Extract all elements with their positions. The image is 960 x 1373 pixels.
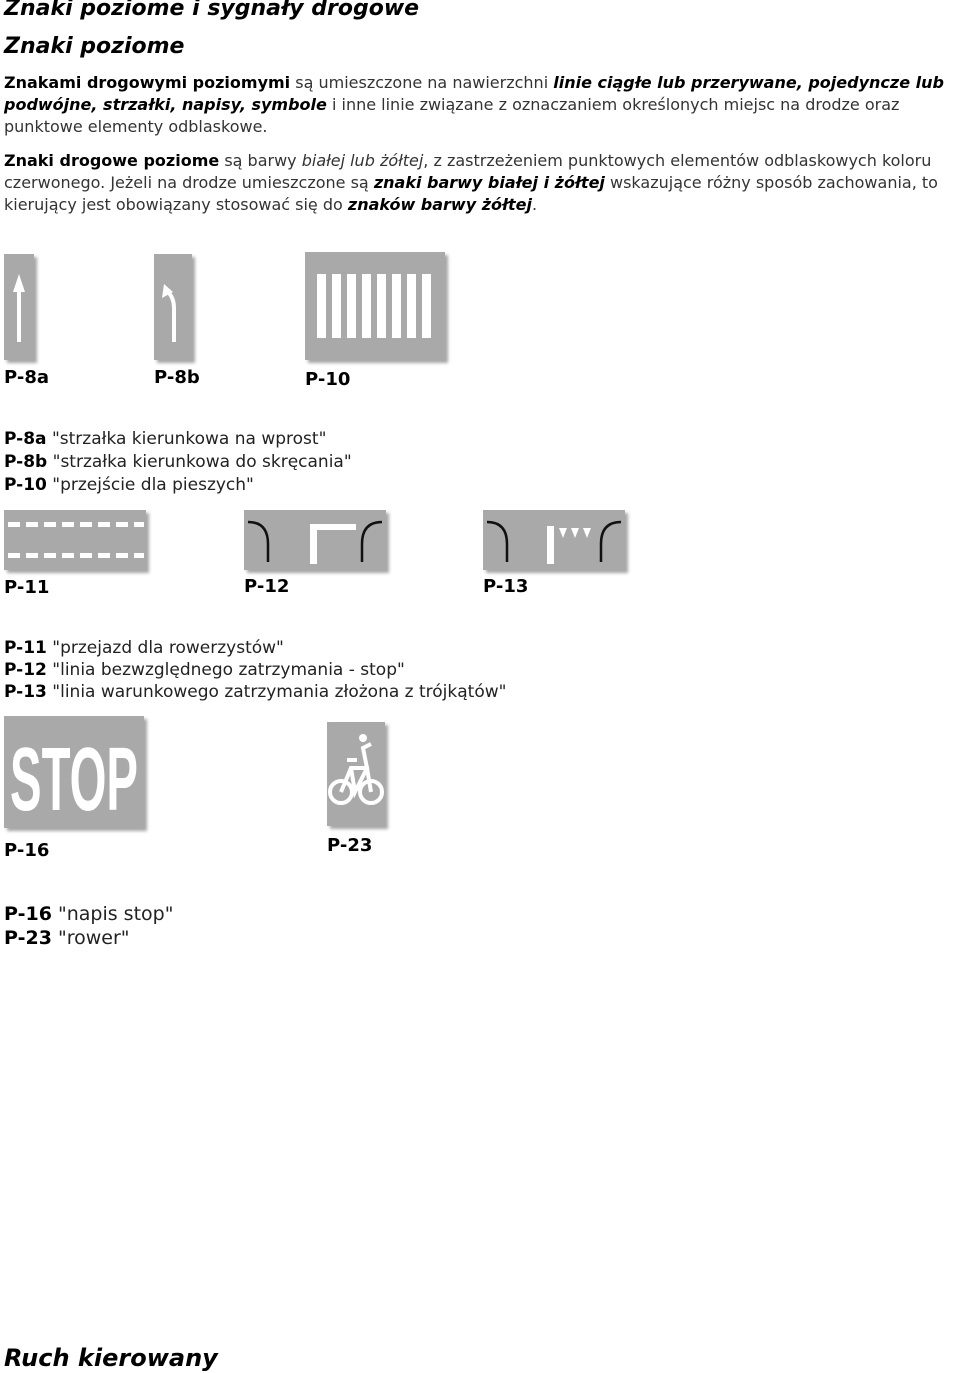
sign-code-p13: P-13: [483, 576, 529, 597]
page-title: Znaki poziome i sygnały drogowe: [4, 0, 420, 21]
desc-code: P-11: [4, 638, 47, 658]
section-title: Znaki poziome: [4, 34, 185, 59]
give-way-line-marking-icon: [483, 510, 625, 570]
straight-arrow-marking-icon: [4, 254, 34, 360]
sign-code-p16: P-16: [4, 840, 50, 861]
text-span: i inne linie związane z oznaczaniem określonych miejsc na drodze oraz punktowe elementy odblaskowe.: [4, 95, 900, 136]
text-span: są barwy: [219, 151, 302, 170]
color-paragraph: [4, 150, 958, 216]
sign-code-p23: P-23: [327, 835, 373, 856]
term-bold: Znakami drogowymi poziomymi: [4, 73, 291, 92]
sign-code-p8b: P-8b: [154, 367, 200, 388]
intro-paragraph: [4, 72, 958, 138]
term-bold-italic: linie ciągłe lub przerywane, pojedyncze lub podwójne, strzałki, napisy, symbole: [4, 73, 944, 114]
desc-text: "przejście dla pieszych": [52, 475, 254, 495]
text-span: .: [532, 195, 538, 214]
desc-code: P-13: [4, 682, 47, 702]
sign-code-p8a: P-8a: [4, 367, 50, 388]
desc-code: P-8b: [4, 452, 48, 472]
desc-text: "strzałka kierunkowa na wprost": [51, 429, 327, 449]
desc-text: "przejazd dla rowerzystów": [52, 638, 284, 658]
term-bold-italic: znaki barwy białej i żółtej: [373, 173, 605, 192]
desc-text: "rower": [57, 927, 130, 949]
stop-line-marking-icon: [244, 510, 386, 570]
desc-text: "linia warunkowego zatrzymania złożona z trójkątów": [52, 682, 507, 702]
sign-description: [4, 681, 506, 703]
text-span: są umieszczone na nawierzchni: [290, 73, 554, 92]
turn-left-arrow-marking-icon: [154, 254, 192, 360]
text-span: wskazujące różny sposób zachowania, to kierujący jest obowiązany stosować się do: [4, 173, 938, 214]
desc-code: P-12: [4, 660, 47, 680]
desc-text: "napis stop": [57, 903, 174, 925]
stop-text: STOP: [10, 730, 138, 830]
desc-text: "strzałka kierunkowa do skręcania": [52, 452, 352, 472]
stop-text-marking-icon: [4, 716, 144, 828]
text-span: , z zastrzeżeniem punktowych elementów odblaskowych koloru czerwonego. Jeżeli na drodze umieszczone są: [4, 151, 932, 192]
desc-text: "linia bezwzględnego zatrzymania - stop": [52, 660, 405, 680]
sign-code-p10: P-10: [305, 369, 351, 390]
sign-description: [4, 659, 405, 681]
sign-description: [4, 428, 326, 450]
term-bold: Znaki drogowe poziome: [4, 151, 220, 170]
desc-code: P-23: [4, 927, 52, 949]
next-section-title: Ruch kierowany: [4, 1344, 218, 1372]
sign-description: [4, 474, 254, 496]
sign-description: [4, 451, 352, 473]
term-bold-italic: znaków barwy żółtej: [347, 195, 532, 214]
sign-code-p12: P-12: [244, 576, 290, 597]
desc-code: P-10: [4, 475, 47, 495]
sign-description: [4, 902, 173, 926]
sign-description: [4, 926, 130, 950]
sign-description: [4, 637, 284, 659]
cycle-crossing-marking-icon: [4, 510, 146, 570]
zebra-crossing-marking-icon: [305, 252, 445, 360]
desc-code: P-16: [4, 903, 52, 925]
term-italic: białej lub żółtej: [301, 151, 424, 170]
desc-code: P-8a: [4, 429, 47, 449]
bicycle-marking-icon: [327, 722, 385, 826]
sign-code-p11: P-11: [4, 577, 50, 598]
